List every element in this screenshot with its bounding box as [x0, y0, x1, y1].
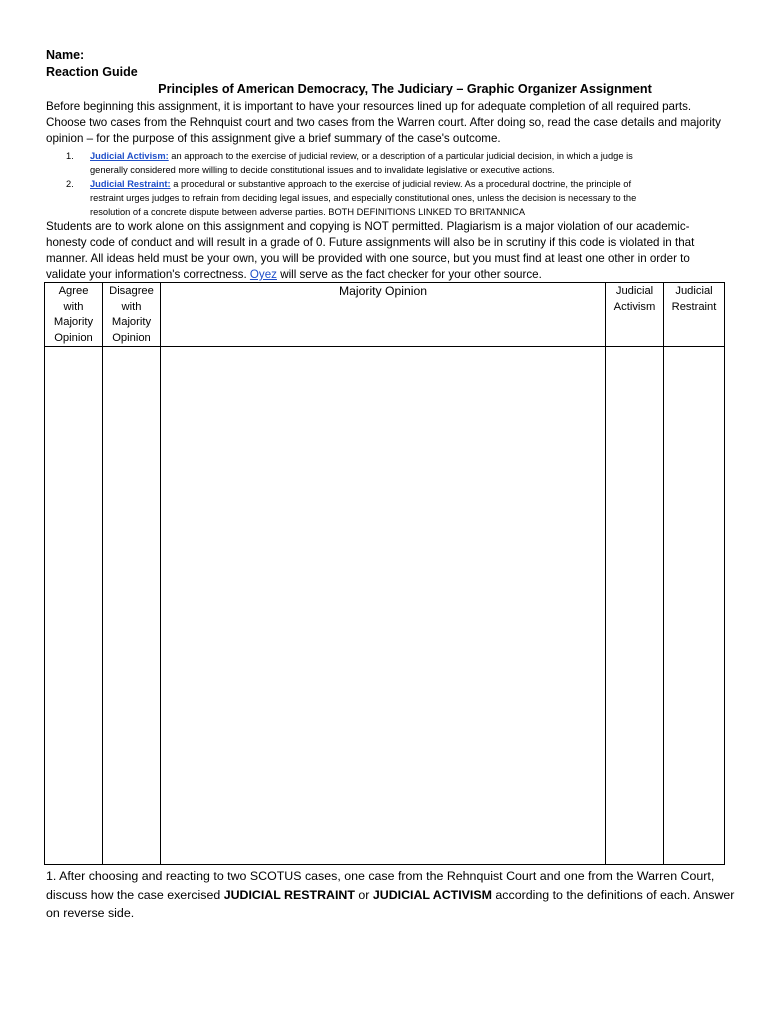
question-text: or: [354, 887, 373, 902]
column-header-agree: Agree with Majority Opinion: [45, 283, 103, 347]
agree-answer-cell[interactable]: [45, 347, 103, 865]
rules-line: manner. All ideas held must be your own, you will be provided with one source, but you must find at least one other in order to: [46, 252, 690, 265]
rules-line: honesty code of conduct and will result in a grade of 0. Future assignments will also be in scrutiny if this code is violated in that: [46, 236, 695, 249]
definition-text: a procedural or substantive approach to the exercise of judicial review. As a procedural doctrine, the principle of: [170, 179, 632, 189]
table-header-row: [45, 283, 725, 347]
question-text: discuss how the case exercised: [46, 887, 224, 902]
rules-line: will serve as the fact checker for your other source.: [276, 268, 542, 281]
reaction-guide-label: Reaction Guide: [46, 65, 138, 79]
graphic-organizer-table: [44, 282, 725, 865]
disagree-answer-cell[interactable]: [103, 347, 161, 865]
activism-answer-cell[interactable]: [606, 347, 664, 865]
rules-line: Students are to work alone on this assignment and copying is NOT permitted. Plagiarism is a major violation of our academic-: [46, 220, 690, 233]
definition-number: 1.: [66, 151, 74, 161]
definition-text: restraint urges judges to refrain from deciding legal issues, and especially constitutional ones, unless the decision is necessary to the: [90, 193, 637, 204]
name-label: Name:: [46, 48, 85, 62]
intro-line: opinion – for the purpose of this assignment give a brief summary of the case's outcome.: [46, 132, 501, 145]
table-row: [45, 347, 725, 865]
judicial-restraint-link[interactable]: Judicial Restraint:: [90, 179, 171, 189]
restraint-answer-cell[interactable]: [664, 347, 725, 865]
judicial-activism-emphasis: JUDICIAL ACTIVISM: [372, 887, 492, 902]
intro-line: Choose two cases from the Rehnquist court and two cases from the Warren court. After doing so, read the case details and majority: [46, 116, 721, 129]
definition-text: generally considered more willing to decide constitutional issues and to invalidate legislative or executive actions.: [90, 165, 555, 176]
assignment-title: Principles of American Democracy, The Judiciary – Graphic Organizer Assignment: [158, 82, 652, 96]
column-header-majority-opinion: Majority Opinion: [161, 283, 606, 347]
intro-paragraph: [46, 99, 736, 147]
majority-opinion-answer-cell[interactable]: [161, 347, 606, 865]
oyez-link[interactable]: Oyez: [249, 268, 277, 281]
question-line: 1. After choosing and reacting to two SCOTUS cases, one case from the Rehnquist Court and one from the Warren Court,: [46, 869, 715, 883]
definition-number: 2.: [66, 179, 74, 189]
judicial-restraint-emphasis: JUDICIAL RESTRAINT: [223, 887, 355, 902]
question-text: according to the definitions of each. Answer: [491, 887, 735, 902]
definition-text: an approach to the exercise of judicial review, or a description of a particular judicial decision, in which a judge is: [168, 151, 633, 161]
judicial-activism-link[interactable]: Judicial Activism:: [90, 151, 169, 161]
definition-text: resolution of a concrete dispute between adverse parties. BOTH DEFINITIONS LINKED TO BRITANNICA: [90, 207, 526, 218]
intro-line: Before beginning this assignment, it is important to have your resources lined up for adequate completion of all required parts.: [46, 100, 692, 113]
column-header-disagree: Disagree with Majority Opinion: [103, 283, 161, 347]
rules-line: validate your information's correctness.: [46, 268, 250, 281]
rules-paragraph: [46, 219, 736, 283]
discussion-question: [46, 867, 736, 923]
question-line: on reverse side.: [46, 906, 135, 920]
column-header-judicial-activism: Judicial Activism: [606, 283, 664, 347]
column-header-judicial-restraint: Judicial Restraint: [664, 283, 725, 347]
